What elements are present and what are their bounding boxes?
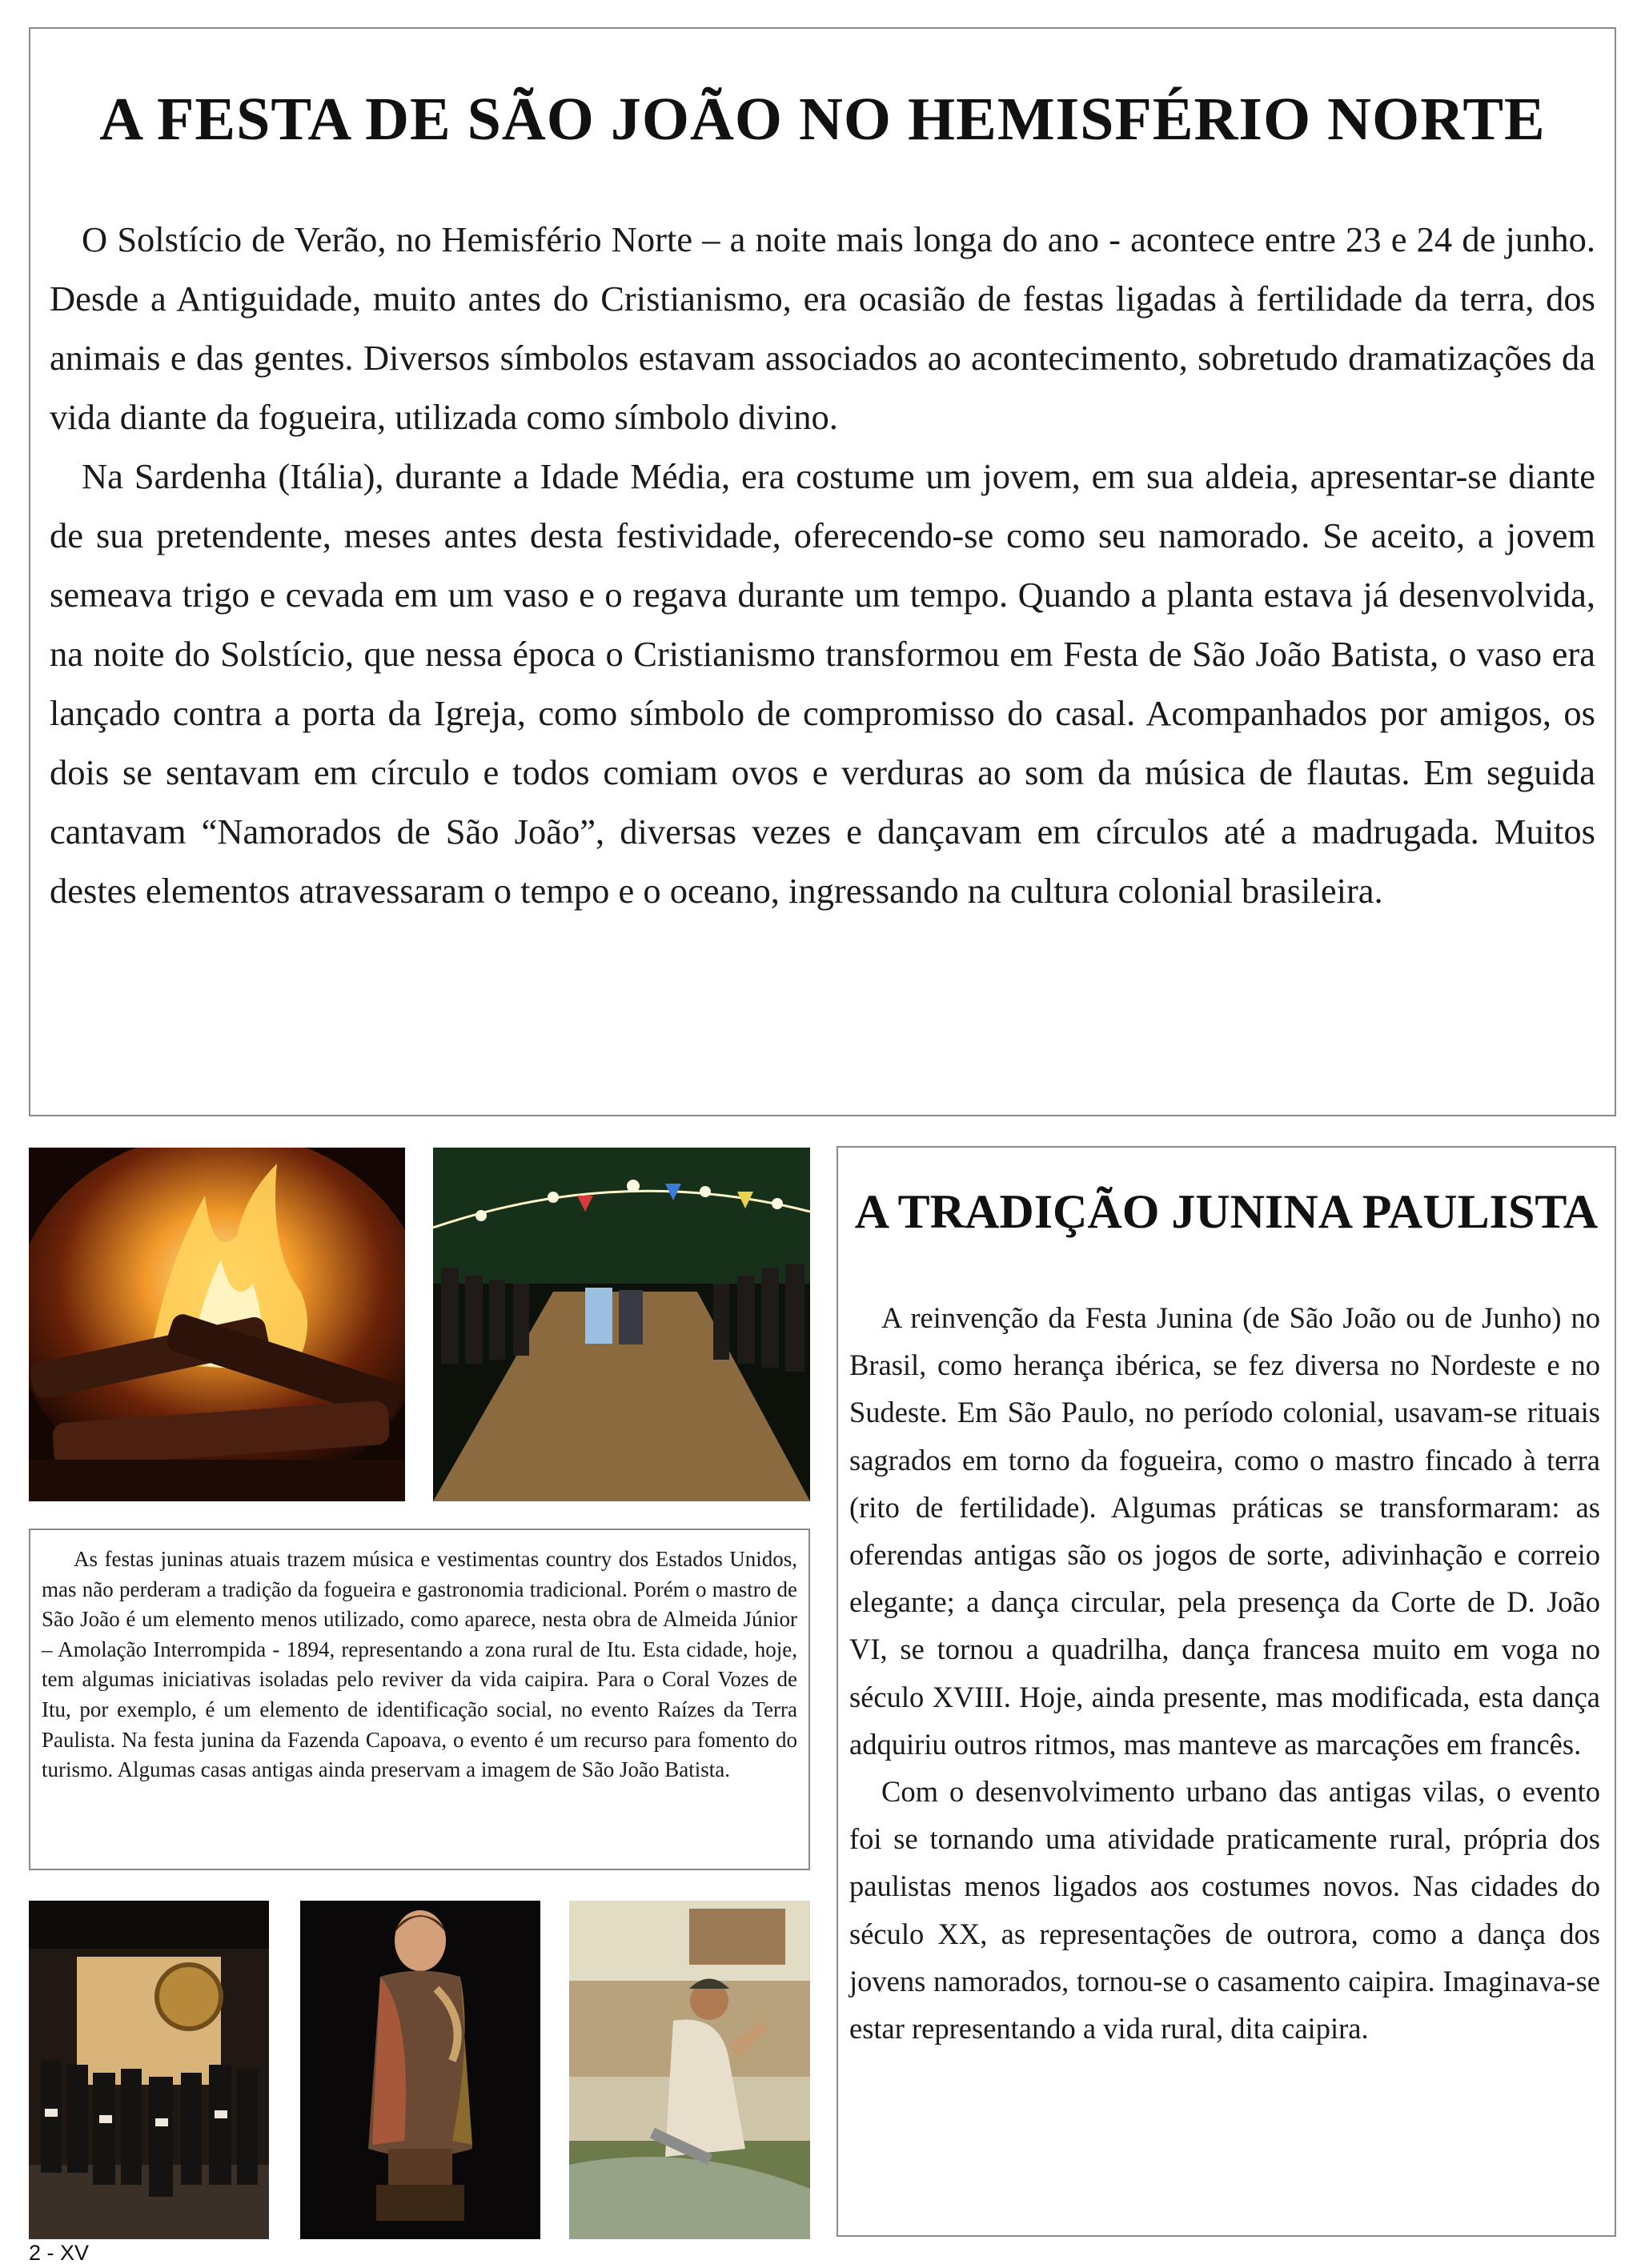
article-title: A TRADIÇÃO JUNINA PAULISTA [854,1185,1599,1238]
article-paragraph: A reinvenção da Festa Junina (de São João ou de Junho) no Brasil, como herança ibérica, se fez diversa no Nordeste e no Sudeste. Em São Paulo, no período colonial, usavam-se rituais sagrados em torno da fogueira, como o mastro fincado à terra (rito de fertilidade). Algumas práticas se transformaram: as oferendas antigas são os jogos de sorte, adivinhação e correio elegante; a dança circular, pela presença da Corte de D. João VI, se tornou a quadrilha, dança francesa muito em voga no século XVIII. Hoje, ainda presente, mas modificada, esta dança adquiriu outros ritmos, mas manteve as marcações em francês. [849,1301,1600,1761]
festa-junina-night-photo [433,1148,810,1501]
north-hemisphere-article [29,27,1616,1116]
article-paragraph: Na Sardenha (Itália), durante a Idade Média, era costume um jovem, em sua aldeia, apresentar-se diante de sua pretendente, meses antes desta festividade, oferecendo-se como seu namorado. Se aceito, a jovem semeava trigo e cevada em um vaso e o regava durante um tempo. Quando a planta estava já desenvolvida, na noite do Solstício, que nessa época o Cristianismo transformou em Festa de São João Batista, o vaso era lançado contra a porta da Igreja, como símbolo de compromisso do casal. Acompanhados por amigos, os dois se sentavam em círculo e todos comiam ovos e verduras ao som da música de flautas. Em seguida cantavam “Namorados de São João”, diversas vezes e dançavam em círculos até a madrugada. Muitos destes elementos atravessaram o tempo e o oceano, ingressando na cultura colonial brasileira. [50,456,1595,911]
photo-caption [29,1529,810,1870]
sao-joao-statue-photo [300,1901,540,2239]
article-body [849,1294,1600,2052]
article-title: A FESTA DE SÃO JOÃO NO HEMISFÉRIO NORTE [99,86,1546,153]
choir-photo [29,1901,269,2239]
article-body [50,210,1595,920]
article-paragraph: Com o desenvolvimento urbano das antigas vilas, o evento foi se tornando uma atividade praticamente rural, própria dos paulistas menos ligados aos costumes novos. Nas cidades do século XX, as representações de outrora, como a dança dos jovens namorados, tornou-se o casamento caipira. Imaginava-se estar representando a vida rural, dita caipira. [849,1775,1600,2046]
paulista-tradition-article [837,1146,1616,2237]
bonfire-photo [29,1148,405,1501]
amolacao-interrompida-painting [569,1901,810,2239]
caption-text: As festas juninas atuais trazem música e vestimentas country dos Estados Unidos, mas não perderam a tradição da fogueira e gastronomia tradicional. Porém o mastro de São João é um elemento menos utilizado, como aparece, nesta obra de Almeida Júnior – Amolação Interrompida - 1894, representando a zona rural de Itu. Esta cidade, hoje, tem algumas iniciativas isoladas pelo reviver da vida caipira. Para o Coral Vozes de Itu, por exemplo, é um elemento de identificação social, no evento Raízes da Terra Paulista. Na festa junina da Fazenda Capoava, o evento é um recurso para fomento do turismo. Algumas casas antigas ainda preservam a imagem de São João Batista. [42,1547,797,1782]
article-paragraph: O Solstício de Verão, no Hemisfério Norte – a noite mais longa do ano - acontece entre 23 e 24 de junho. Desde a Antiguidade, muito antes do Cristianismo, era ocasião de festas ligadas à fertilidade da terra, dos animais e das gentes. Diversos símbolos estavam associados ao acontecimento, sobretudo dramatizações da vida diante da fogueira, utilizada como símbolo divino. [50,219,1595,437]
page-number: 2 - XV [29,2241,90,2265]
